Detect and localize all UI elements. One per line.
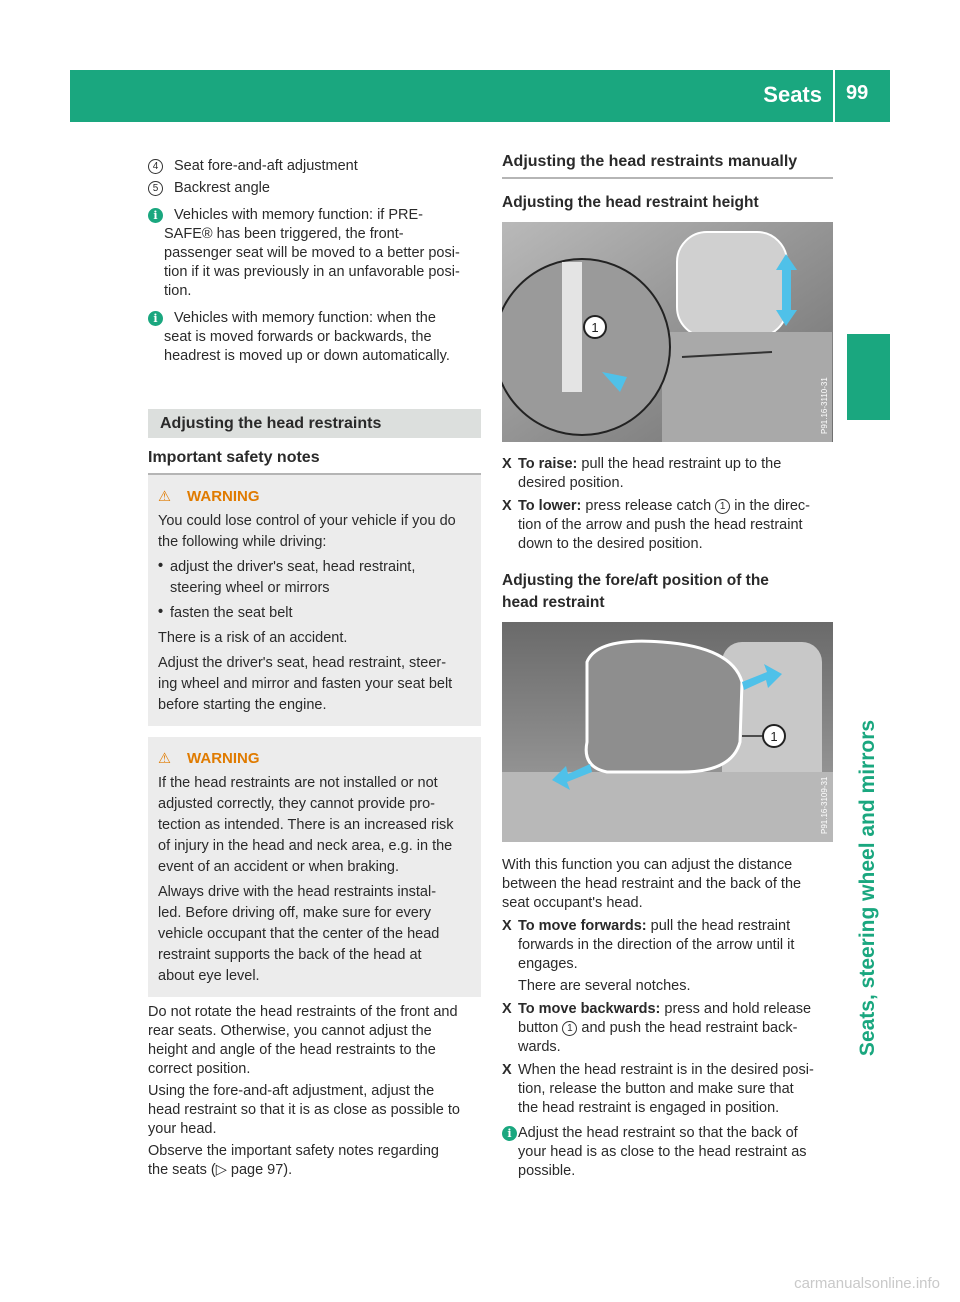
height-steps [502, 455, 833, 614]
warning-title: WARNING [187, 750, 260, 767]
info-icon: i [502, 1126, 517, 1141]
info-note: i Vehicles with memory function: when the seat is moved forwards or backwards, the headrest is moved up or down automatically. [148, 309, 481, 366]
svg-text:1: 1 [770, 729, 778, 744]
callout-number: 1 [715, 499, 730, 514]
callout-number: 4 [148, 159, 163, 174]
image-code: P91.16-3109-31 [820, 776, 829, 834]
callout-number: 1 [562, 1021, 577, 1036]
instruction-step: X When the head restraint is in the desired posi- tion, release the button and make sure that the head restraint is engaged in position. [502, 1062, 814, 1116]
list-item: • adjust the driver's seat, head restraint, steering wheel or mirrors [158, 558, 416, 596]
side-tab [847, 334, 890, 420]
foreaft-steps: With this function you can adjust the distance between the head restraint and the back of the seat occupant's head. X To move forwards: pull the head restraint forwards in the direction of the arrow until it engages. There are several notches. X To move backwards: press and hold release button 1 and push the head restraint back- wards. X When the head restraint is in the desired posi- tion, release the button and make sure that the head restraint is engaged in position. i Adjust the head restraint so that the back of your head is as close to the head restraint as possible. [502, 856, 835, 1181]
head-restraint-foreaft-photo [502, 622, 833, 842]
subsection-heading: Important safety notes [148, 448, 481, 475]
subsection-heading: Adjusting the fore/aft position of the head restraint [502, 572, 769, 611]
instruction-step: X To raise: pull the head restraint up to the desired position. [502, 456, 782, 491]
instruction-step: X To move forwards: pull the head restraint forwards in the direction of the arrow until it engages. There are several notches. [502, 918, 795, 994]
list-item: • fasten the seat belt [158, 604, 293, 621]
svg-text:1: 1 [591, 320, 599, 335]
section-block [148, 409, 481, 475]
head-restraint-height-photo [502, 222, 833, 442]
head-restraint-illustration [502, 222, 833, 442]
body-text: Do not rotate the head restraints of the front and rear seats. Otherwise, you cannot adjust the height and angle of the head restraints to the correct position. Using the fore-and-aft adjustment, adjust the head restraint so that it is as close as possible to your head. Observe the important safety notes regarding the seats (▷ page 97). [148, 1004, 460, 1178]
warning-icon: ⚠ [158, 489, 171, 505]
left-column [148, 157, 481, 366]
page-number: 99 [846, 82, 869, 104]
callout-number: 5 [148, 181, 163, 196]
warning-icon: ⚠ [158, 751, 171, 767]
legend-item: 5 Backrest angle [148, 179, 481, 198]
right-column [502, 152, 833, 212]
chapter-title: Seats [763, 82, 822, 107]
warning-title: WARNING [187, 488, 260, 505]
info-note: i Adjust the head restraint so that the back of your head is as close to the head restraint as possible. [502, 1124, 835, 1181]
side-tab-label: Seats, steering wheel and mirrors [856, 719, 879, 1057]
section-heading: Adjusting the head restraints manually [502, 152, 833, 179]
instruction-step: X To move backwards: press and hold release button 1 and push the head restraint back- wards. [502, 1001, 812, 1055]
info-icon: i [148, 208, 163, 223]
info-icon: i [148, 311, 163, 326]
header-divider [833, 70, 835, 122]
warning-box: ⚠ WARNING You could lose control of your vehicle if you do the following while driving: • adjust the driver's seat, head restraint, steering wheel or mirrors • fasten the seat belt There is a risk of an accident. Adjust the driver's seat, head restraint, steer- ing wheel and mirror and fasten your seat belt before starting the engine. [148, 475, 481, 726]
info-note: i Vehicles with memory function: if PRE- SAFE® has been triggered, the front- passenger seat will be moved to a better posi- tion if it was previously in an unfavorable posi- tion. [148, 206, 481, 301]
instruction-step: X To lower: press release catch 1 in the direc- tion of the arrow and push the head restraint down to the desired position. [502, 498, 810, 552]
legend-item: 4 Seat fore-and-aft adjustment [148, 157, 481, 176]
section-heading: Adjusting the head restraints [148, 409, 481, 438]
head-restraint-illustration [502, 622, 833, 842]
image-code: P91.16-3110-31 [820, 377, 829, 434]
watermark: carmanualsonline.info [794, 1275, 940, 1292]
warning-box: ⚠ WARNING If the head restraints are not installed or not adjusted correctly, they cannot provide pro- tection as intended. There is an increased risk of injury in the head and neck area, e.g. in the event of an accident or when braking. Always drive with the head restraints instal- led. Before driving off, make sure for every vehicle occupant that the center of the head restraint supports the back of the head at about eye level. [148, 737, 481, 997]
subsection-heading: Adjusting the head restraint height [502, 194, 759, 211]
